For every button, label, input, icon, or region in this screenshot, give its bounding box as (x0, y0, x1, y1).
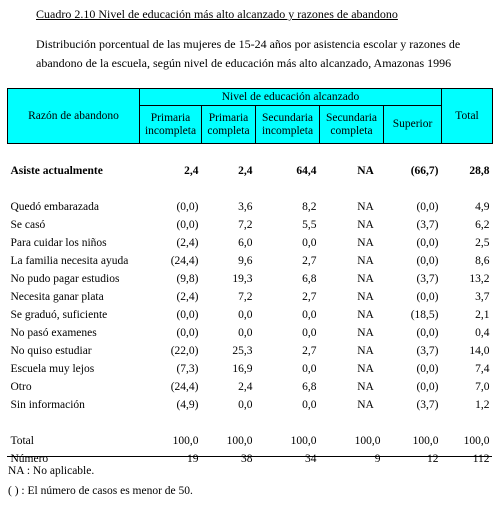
table-row (8, 432, 493, 450)
row-label: Quedó embarazada (10, 201, 99, 213)
table-row (8, 234, 493, 252)
table-cell: 0,0 (302, 309, 317, 321)
table-cell: 28,8 (469, 165, 490, 177)
table-cell: 9 (374, 453, 381, 465)
table-cell: (2,4) (176, 291, 199, 303)
spacer-row (8, 144, 493, 163)
table-cell: 2,7 (302, 291, 317, 303)
table-cell: NA (357, 309, 374, 321)
table-cell: 4,9 (475, 201, 490, 213)
row-label: Sin información (10, 399, 85, 411)
table-cell: (0,0) (176, 219, 199, 231)
table-row (8, 216, 493, 234)
table-cell: 2,1 (475, 309, 490, 321)
table-cell: 0,0 (302, 237, 317, 249)
table-cell: 100,0 (354, 435, 381, 447)
header-col: Superior (384, 106, 442, 144)
table-cell: 7,2 (238, 291, 253, 303)
table-cell: (7,3) (176, 363, 199, 375)
note-na: NA : No aplicable. (8, 465, 95, 477)
table-cell: 2,7 (302, 345, 317, 357)
header-col: Secundaria incompleta (256, 106, 320, 144)
table-cell: 100,0 (226, 435, 253, 447)
row-label: Total (10, 435, 34, 447)
table-cell: 13,2 (469, 273, 490, 285)
table-cell: (0,0) (416, 381, 439, 393)
table-cell: 2,7 (302, 255, 317, 267)
table-cell: NA (357, 165, 374, 177)
row-label: Se casó (10, 219, 46, 231)
table-cell: (0,0) (416, 255, 439, 267)
table-cell: 6,8 (302, 273, 317, 285)
table-cell: (0,0) (416, 201, 439, 213)
row-label: No pudo pagar estudios (10, 273, 120, 285)
table-cell: NA (357, 291, 374, 303)
row-label: Asiste actualmente (10, 165, 103, 177)
table-cell: (0,0) (416, 291, 439, 303)
table-cell: 14,0 (469, 345, 490, 357)
row-label: Otro (10, 381, 32, 393)
table-cell: 2,4 (238, 381, 253, 393)
header-total: Total (442, 89, 493, 144)
table-cell: 1,2 (475, 399, 490, 411)
row-label: Para cuidar los niños (10, 237, 107, 249)
table-cell: 34 (305, 453, 317, 465)
table-cell: NA (357, 219, 374, 231)
table-cell: NA (357, 399, 374, 411)
table-row (8, 342, 493, 360)
table-title: Cuadro 2.10 Nivel de educación más alto alcanzado y razones de abandono (36, 7, 398, 21)
table-row (8, 288, 493, 306)
header-col: Secundaria completa (320, 106, 384, 144)
header-col: Primaria incompleta (140, 106, 202, 144)
table-cell: (0,0) (176, 309, 199, 321)
table-cell: (2,4) (176, 237, 199, 249)
table-row (8, 324, 493, 342)
table-cell: (4,9) (176, 399, 199, 411)
table-cell: 25,3 (232, 345, 253, 357)
row-label: Escuela muy lejos (10, 363, 95, 375)
table-cell: 16,9 (232, 363, 253, 375)
table-cell: (22,0) (170, 345, 199, 357)
table-cell: 38 (241, 453, 253, 465)
table-row (8, 306, 493, 324)
table-cell: 5,5 (302, 219, 317, 231)
table-row (8, 378, 493, 396)
table-cell: 0,0 (238, 399, 253, 411)
education-table (7, 88, 493, 468)
table-cell: (0,0) (416, 327, 439, 339)
table-cell: NA (357, 201, 374, 213)
row-label: No pasó examenes (10, 327, 97, 339)
table-cell: 100,0 (172, 435, 199, 447)
table-cell: (3,7) (416, 399, 439, 411)
table-cell: 6,0 (238, 237, 253, 249)
table-row (8, 162, 493, 180)
table-cell: 8,6 (475, 255, 490, 267)
spacer-row (8, 414, 493, 432)
header-col: Primaria completa (202, 106, 256, 144)
table-cell: (0,0) (416, 237, 439, 249)
table-cell: (0,0) (176, 201, 199, 213)
table-row (8, 198, 493, 216)
table-cell: (18,5) (410, 309, 439, 321)
table-cell: 0,0 (302, 327, 317, 339)
table-cell: 9,6 (238, 255, 253, 267)
table-cell: 0,4 (475, 327, 490, 339)
table-cell: 3,6 (238, 201, 253, 213)
table-row (8, 252, 493, 270)
table-cell: 112 (472, 453, 490, 465)
note-cases: ( ) : El número de casos es menor de 50. (8, 485, 193, 497)
table-cell: 0,0 (238, 309, 253, 321)
table-cell: 100,0 (463, 435, 490, 447)
header-reason: Razón de abandono (8, 89, 140, 144)
table-cell: 0,0 (302, 363, 317, 375)
table-cell: 2,5 (475, 237, 490, 249)
row-label: Necesita ganar plata (10, 291, 104, 303)
table-cell: (3,7) (416, 273, 439, 285)
table-cell: 19,3 (232, 273, 253, 285)
table-cell: NA (357, 381, 374, 393)
table-cell: 2,4 (184, 165, 199, 177)
table-cell: NA (357, 255, 374, 267)
table-cell: 0,0 (302, 399, 317, 411)
table-cell: 64,4 (296, 165, 317, 177)
table-cell: (24,4) (170, 381, 199, 393)
table-row (8, 360, 493, 378)
table-cell: 8,2 (302, 201, 317, 213)
table-row (8, 270, 493, 288)
table-cell: 6,2 (475, 219, 490, 231)
table-cell: (0,0) (416, 363, 439, 375)
table-cell: 2,4 (238, 165, 253, 177)
table-cell: 100,0 (290, 435, 317, 447)
table-cell: (66,7) (410, 165, 439, 177)
table-cell: 12 (427, 453, 439, 465)
footer-rule (7, 456, 492, 457)
table-cell: NA (357, 237, 374, 249)
row-label: La familia necesita ayuda (10, 255, 129, 267)
table-cell: 6,8 (302, 381, 317, 393)
table-cell: (3,7) (416, 345, 439, 357)
spacer-row (8, 180, 493, 198)
table-cell: 7,4 (475, 363, 490, 375)
table-cell: 0,0 (238, 327, 253, 339)
table-cell: (3,7) (416, 219, 439, 231)
table-cell: (24,4) (170, 255, 199, 267)
header-education-level: Nivel de educación alcanzado (140, 89, 442, 106)
table-cell: NA (357, 273, 374, 285)
table-cell: 100,0 (412, 435, 439, 447)
table-cell: 7,2 (238, 219, 253, 231)
table-cell: NA (357, 345, 374, 357)
row-label: Número (10, 453, 49, 465)
table-subtitle: Distribución porcentual de las mujeres de 15-24 años por asistencia escolar y razones de abandono de la escuela, según nivel de educación más alto alcanzado, Amazonas 1996 (36, 37, 461, 70)
table-cell: 19 (187, 453, 199, 465)
table-cell: (0,0) (176, 327, 199, 339)
table-cell: (9,8) (176, 273, 199, 285)
table-row (8, 396, 493, 414)
row-label: Se graduó, suficiente (10, 309, 108, 321)
table-cell: 7,0 (475, 381, 490, 393)
table-cell: NA (357, 363, 374, 375)
row-label: No quiso estudiar (10, 345, 92, 357)
table-cell: NA (357, 327, 374, 339)
table-cell: 3,7 (475, 291, 490, 303)
